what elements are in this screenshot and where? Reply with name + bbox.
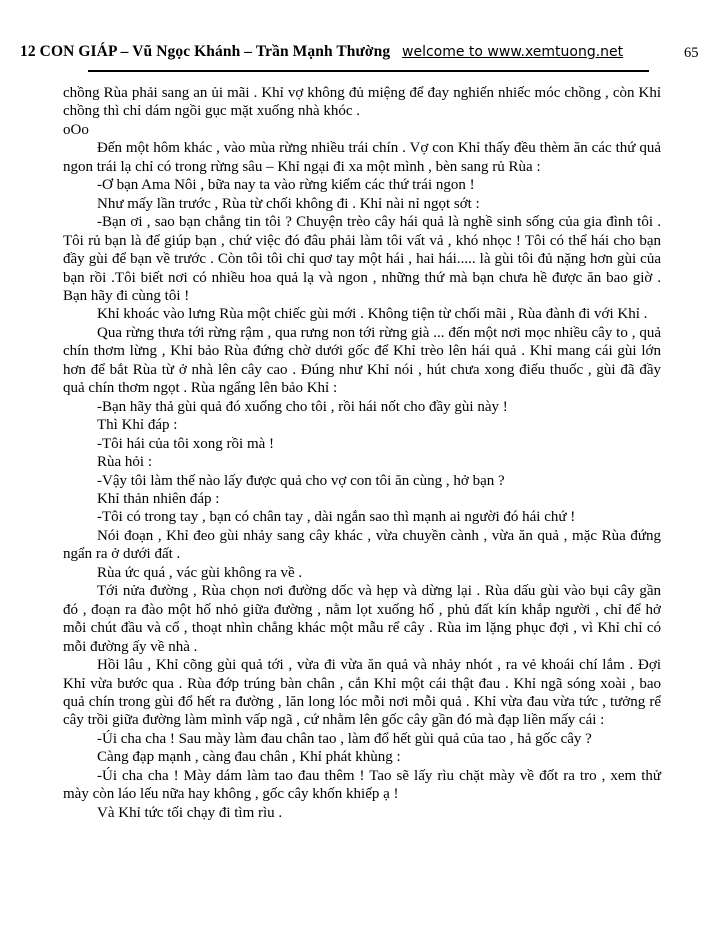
paragraph: -Ơ bạn Ama Nôi , bữa nay ta vào rừng kiếm các thứ trái ngon ! xyxy=(97,177,475,194)
paragraph: Thì Khỉ đáp : xyxy=(97,417,178,434)
paragraph: Khỉ khoác vào lưng Rùa một chiếc gùi mới . Không tiện từ chối mãi , Rùa đành đi với Khỉ . xyxy=(97,306,648,323)
paragraph: -Tôi hái của tôi xong rồi mà ! xyxy=(97,435,275,452)
header-divider xyxy=(88,70,649,72)
book-title: 12 CON GIÁP – Vũ Ngọc Khánh – Trần Mạnh Thường xyxy=(20,43,391,60)
paragraph: -Vậy tôi làm thế nào lấy được quả cho vợ con tôi ăn cùng , hở bạn ? xyxy=(97,472,505,489)
paragraph: Khỉ thản nhiên đáp : xyxy=(97,490,220,507)
paragraph: -Úi cha cha ! Sau mày làm đau chân tao , làm đổ hết gùi quả của tao , hả gốc cây ? xyxy=(97,730,592,747)
paragraph: oOo xyxy=(63,121,89,138)
page-number: 65 xyxy=(684,45,699,61)
paragraph: Tới nửa đường , Rùa chọn nơi đường dốc và hẹp và dừng lại . Rùa dấu gùi vào bụi cây gần đó , đoạn ra đào một hố nhỏ giữa đường , nằm lọt xuống hố , phủ đất kín khắp người , chỉ để hở mỗi chút đầu và cổ , thoạt nhìn chẳng khác một mẫu rể cây . Rùa im lặng phục đợi , vì Khỉ chỉ có mỗi đường ấy về nhà . xyxy=(63,583,661,655)
website-link[interactable]: welcome to www.xemtuong.net xyxy=(402,44,624,60)
paragraph: -Bạn hãy thả gùi quả đó xuống cho tôi , rồi hái nốt cho đầy gùi này ! xyxy=(97,398,508,415)
paragraph: Và Khỉ tức tối chạy đi tìm rìu . xyxy=(97,804,283,821)
page-body xyxy=(63,84,661,822)
paragraph: Đến một hôm khác , vào mùa rừng nhiều trái chín . Vợ con Khỉ thấy đều thèm ăn các thứ quả ngon trái lạ chỉ có trong rừng sâu – Khỉ ngại đi xa một mình , bèn sang rủ Rùa : xyxy=(63,140,661,175)
paragraph: -Úi cha cha ! Mày dám làm tao đau thêm ! Tao sẽ lấy rìu chặt mày về đốt ra tro , xem thử mày còn láo lếu nữa hay không , gốc cây khốn khiếp ạ ! xyxy=(63,767,661,803)
paragraph: chồng Rùa phải sang an ủi mãi . Khỉ vợ không đủ miệng để đay nghiến nhiếc móc chồng , còn Khỉ chồng thì chỉ dám ngồi gục mặt xuống nhà khóc . xyxy=(63,85,661,120)
paragraph: Càng đạp mạnh , càng đau chân , Khỉ phát khùng : xyxy=(97,749,401,766)
paragraph: Rùa ức quá , vác gùi không ra về . xyxy=(97,564,303,581)
paragraph: Như mấy lần trước , Rùa từ chối không đi . Khỉ nài nỉ ngọt sớt : xyxy=(97,195,480,212)
paragraph: Qua rừng thưa tới rừng rậm , qua rưng non tới rừng già ... đến một nơi mọc nhiều cây to , quả chín thơm lừng , Khỉ bảo Rùa đứng chờ dưới gốc để Khỉ trèo lên hái quả . Khỉ mang cái gùi lớn hơn để bắt Rùa từ ở nhà lên cây cao . Đúng như Khỉ nói , hút chưa xong điếu thuốc , gùi đã đầy quả chín thơm ngọt . Rùa ngẩng lên bảo Khỉ : xyxy=(63,324,661,397)
paragraph: Hồi lâu , Khỉ cõng gùi quả tới , vừa đi vừa ăn quả và nhảy nhót , ra vẻ khoái chí lắm . Đợi Khỉ vừa bước qua . Rùa đớp trúng bàn chân , cắn Khỉ một cái thật đau . Khỉ ngã sóng xoài , bao quả chín trong gùi đổ hết ra đường , lăn long lóc mỗi nơi mỗi quả . Khỉ vừa đau vừa tức , tưởng rể cây trồi giữa đường làm mình vấp ngã , cứ nhằm lên gốc cây gần đó mà đạp liền mấy cái : xyxy=(63,657,661,729)
paragraph: -Tôi có trong tay , bạn có chân tay , dài ngắn sao thì mạnh ai người đó hái chứ ! xyxy=(97,509,576,526)
paragraph: Nói đoạn , Khỉ đeo gùi nhảy sang cây khác , vừa chuyền cành , vừa ăn quả , mặc Rùa đứng ngẩn ra ở dưới đất . xyxy=(63,527,661,563)
paragraph: Rùa hỏi : xyxy=(97,454,152,471)
paragraph: -Bạn ơi , sao bạn chẳng tin tôi ? Chuyện trèo cây hái quả là nghề sinh sống của gia đình tôi . Tôi rủ bạn là để giúp bạn , chứ việc đó đâu phải làm tôi vất vả , khó nhọc ! Tôi có thể hái cho bạn đầy gùi để bạn về trước . Còn tôi tôi chỉ quơ tay một hái , hai hái..... là gùi tôi đủ nặng hơn gùi của bạn rồi .Tôi biết nơi có nhiều hoa quả lạ và ngon , những thứ mà bạn chưa hề được ăn bao giờ . Bạn hãy đi cùng tôi ! xyxy=(63,214,661,304)
